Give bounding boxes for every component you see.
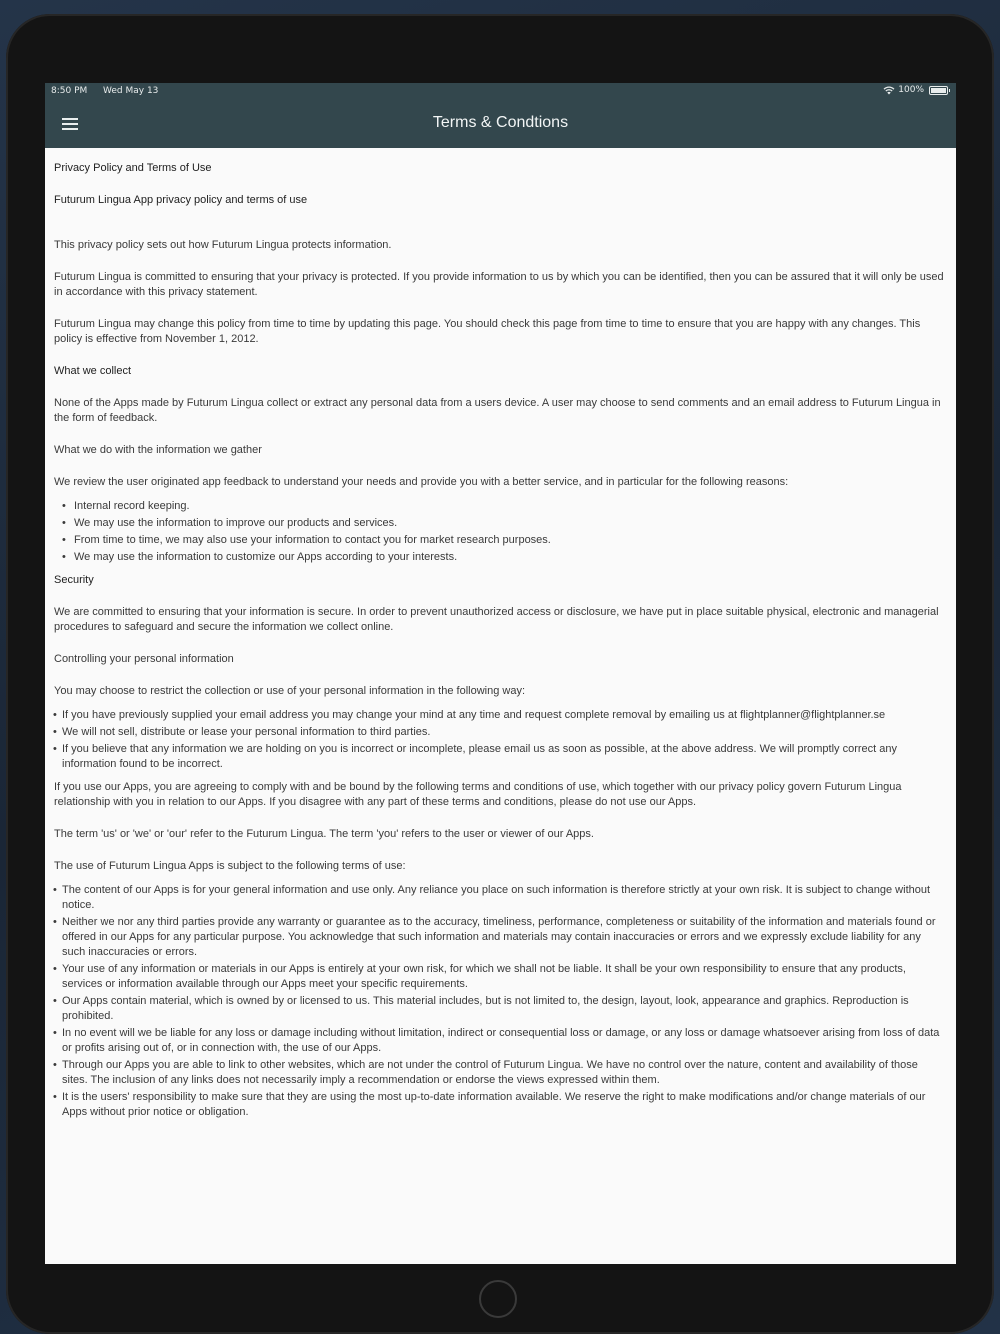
- security-heading: Security: [54, 574, 94, 586]
- list-item: • We may use the information to customize our Apps according to your interests.: [54, 550, 946, 565]
- list-item: • It is the users' responsibility to make sure that they are using the most up-to-date information available. We reserve the right to make modifications and/or change materials of our Apps without prior notice or obligation.: [54, 1090, 946, 1120]
- wifi-icon: [883, 86, 895, 95]
- list-item: • If you have previously supplied your email address you may change your mind at any time and request complete removal by emailing us at flightplanner@flightplanner.se: [54, 708, 946, 723]
- committed-paragraph: Futurum Lingua is committed to ensuring that your privacy is protected. If you provide information to us by which you can be identified, then you can be assured that it will only be used in accordance with this privacy statement.: [54, 271, 944, 298]
- list-item: • Internal record keeping.: [54, 499, 946, 514]
- review-paragraph: We review the user originated app feedback to understand your needs and provide you with a better service, and in particular for the following reasons:: [54, 476, 789, 488]
- battery-percent: 100%: [898, 85, 924, 95]
- collect-paragraph: None of the Apps made by Futurum Lingua collect or extract any personal data from a users device. A user may choose to send comments and an email address to Futurum Lingua in the form of feedback.: [54, 397, 941, 424]
- list-item: • From time to time, we may also use your information to contact you for market research purposes.: [54, 533, 946, 548]
- policy-change-paragraph: Futurum Lingua may change this policy from time to time by updating this page. You should check this page from time to time to ensure that you are happy with any changes. This policy is effective from November 1, 2012.: [54, 318, 921, 345]
- list-item: • Through our Apps you are able to link to other websites, which are not under the control of Futurum Lingua. We have no control over the nature, content and availability of those sites. The inclusion of any links does not necessarily imply a recommendation or endorse the views expressed within them.: [54, 1058, 946, 1088]
- agree-paragraph: If you use our Apps, you are agreeing to comply with and be bound by the following terms and conditions of use, which together with our privacy policy govern Futurum Lingua relationship with you in relation to our Apps. If you disagree with any part of these terms and conditions, please do not use our Apps.: [54, 781, 902, 808]
- list-item: • Our Apps contain material, which is owned by or licensed to us. This material includes, but is not limited to, the design, layout, look, appearance and graphics. Reproduction is prohibited.: [54, 994, 946, 1024]
- terms-content[interactable]: [54, 161, 946, 1128]
- collect-heading: What we collect: [54, 365, 132, 377]
- intro-paragraph: This privacy policy sets out how Futurum Lingua protects information.: [54, 239, 392, 251]
- status-time: 8:50 PM: [51, 86, 88, 96]
- battery-icon: [929, 86, 948, 95]
- controlling-heading: Controlling your personal information: [54, 653, 234, 665]
- security-paragraph: We are committed to ensuring that your information is secure. In order to prevent unauthorized access or disclosure, we have put in place suitable physical, electronic and managerial procedures to safeguard and secure the information we collect online.: [54, 606, 939, 633]
- page-title: Terms & Condtions: [432, 114, 569, 131]
- controls-list: [54, 708, 946, 772]
- app-screen: [45, 83, 956, 1264]
- nav-bar: [45, 100, 956, 148]
- reasons-list: [54, 499, 946, 565]
- list-item: • If you believe that any information we are holding on you is incorrect or incomplete, please email us as soon as possible, at the above address. We will promptly correct any information found to be incorrect.: [54, 742, 946, 772]
- document-title: Privacy Policy and Terms of Use: [54, 162, 212, 174]
- status-indicators: [883, 85, 948, 95]
- list-item: • Neither we nor any third parties provide any warranty or guarantee as to the accuracy, timeliness, performance, completeness or suitability of the information and materials found or offered in our Apps for any particular purpose. You acknowledge that such information and materials may contain inaccuracies or errors and we expressly exclude liability for any such inaccuracies or errors.: [54, 915, 946, 960]
- restrict-paragraph: You may choose to restrict the collection or use of your personal information in the following way:: [54, 685, 526, 697]
- home-button[interactable]: [479, 1280, 517, 1318]
- use-paragraph: The use of Futurum Lingua Apps is subject to the following terms of use:: [54, 860, 406, 872]
- what-we-do-heading: What we do with the information we gather: [54, 444, 262, 456]
- status-date: Wed May 13: [103, 86, 159, 96]
- status-bar: [45, 83, 956, 100]
- document-subtitle: Futurum Lingua App privacy policy and terms of use: [54, 194, 308, 206]
- list-item: • We will not sell, distribute or lease your personal information to third parties.: [54, 725, 946, 740]
- terms-list: [54, 883, 946, 1120]
- list-item: • Your use of any information or materials in our Apps is entirely at your own risk, for which we shall not be liable. It shall be your own responsibility to ensure that any products, services or information available through our Apps meet your specific requirements.: [54, 962, 946, 992]
- list-item: • In no event will we be liable for any loss or damage including without limitation, indirect or consequential loss or damage, or any loss or damage whatsoever arising from loss of data or profits arising out of, or in connection with, the use of our Apps.: [54, 1026, 946, 1056]
- term-definition-paragraph: The term 'us' or 'we' or 'our' refer to the Futurum Lingua. The term 'you' refers to the user or viewer of our Apps.: [54, 828, 594, 840]
- list-item: • The content of our Apps is for your general information and use only. Any reliance you place on such information is therefore strictly at your own risk. It is subject to change without notice.: [54, 883, 946, 913]
- list-item: • We may use the information to improve our products and services.: [54, 516, 946, 531]
